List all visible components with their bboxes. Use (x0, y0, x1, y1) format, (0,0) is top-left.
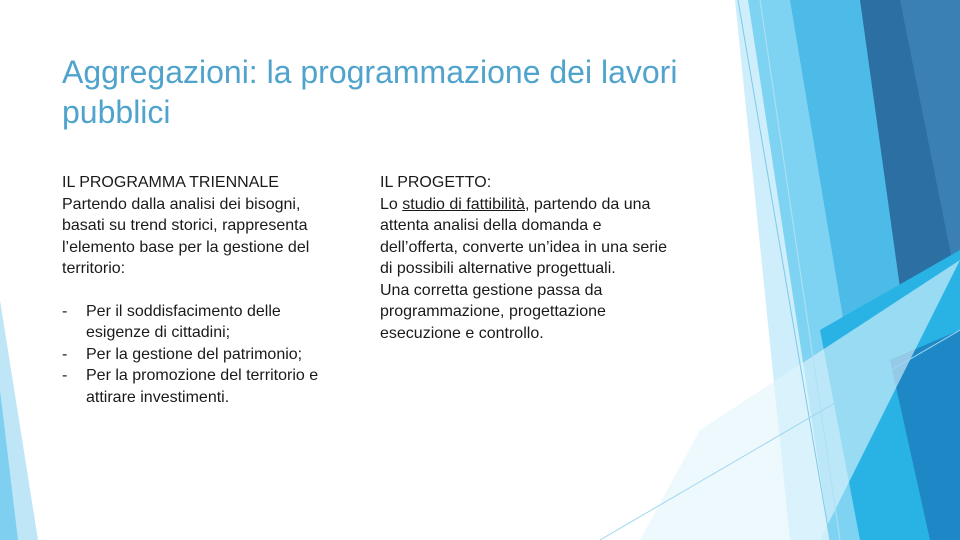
feasibility-study-text: studio di fattibilità (402, 195, 525, 213)
bullet-dash: - (62, 345, 68, 363)
left-column (62, 172, 347, 408)
right-paragraph-2: Una corretta gestione passa da programmazione, progettazione esecuzione e controllo. (380, 281, 606, 342)
left-heading: IL PROGRAMMA TRIENNALE (62, 174, 279, 191)
left-bullet-list (62, 301, 347, 409)
list-item (62, 301, 347, 344)
bullet-dash: - (62, 302, 68, 320)
list-item (62, 344, 347, 366)
bullet-dash: - (62, 367, 68, 384)
p1-before: Lo (380, 195, 403, 213)
bullet-text: Per la gestione del patrimonio; (86, 345, 303, 363)
right-paragraph-1 (380, 194, 670, 280)
left-intro: Partendo dalla analisi dei bisogni, basati su trend storici, rappresenta l’elemento base per la gestione del territorio: (62, 195, 310, 277)
bullet-text: Per il soddisfacimento delle esigenze di cittadini; (86, 302, 281, 341)
bullet-text: Per la promozione del territorio e attirare investimenti. (86, 367, 319, 406)
slide-title: Aggregazioni: la programmazione dei lavori pubblici (62, 54, 678, 130)
p1-after: , partendo da una attenta analisi della domanda e dell’offerta, converte un’idea in una serie di possibili alternative progettuali. (380, 195, 667, 277)
right-column (380, 172, 670, 344)
right-heading: IL PROGETTO: (380, 174, 492, 191)
list-item (62, 365, 347, 408)
